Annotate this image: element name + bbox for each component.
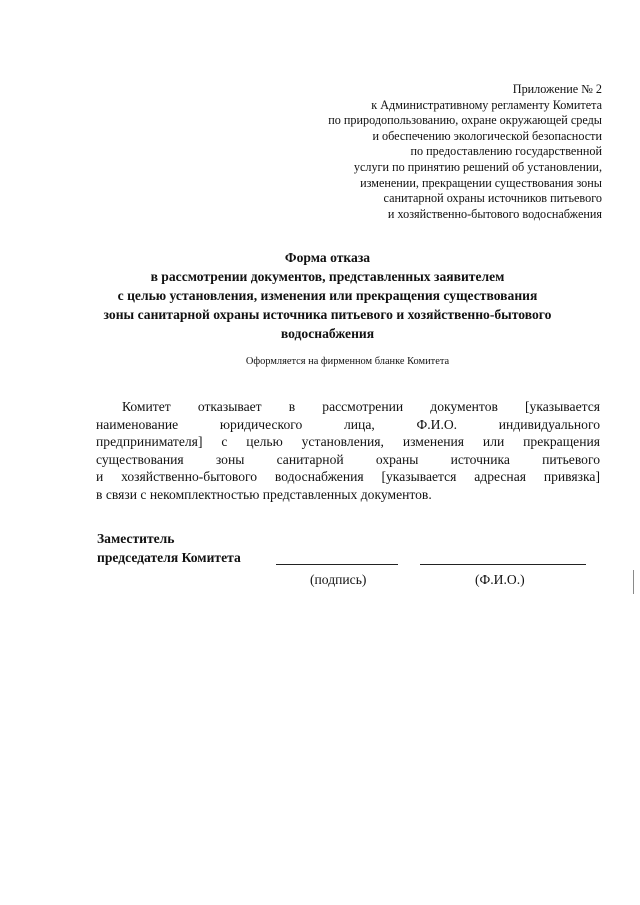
appendix-line: изменении, прекращении существования зоны: [360, 175, 602, 190]
body-line: в связи с некомплектностью представленных документов.: [96, 486, 432, 502]
body-line: предпринимателя] с целью установления, изменения или прекращения: [96, 434, 600, 450]
letterhead-note: Оформляется на фирменном бланке Комитета: [245, 356, 450, 367]
appendix-line: к Административному регламенту Комитета: [371, 97, 602, 112]
signer-title: [97, 529, 241, 567]
name-caption: (Ф.И.О.): [475, 572, 525, 587]
appendix-line: по предоставлению государственной: [410, 144, 602, 159]
document-title: [60, 248, 595, 343]
appendix-line: и обеспечению экологической безопасности: [372, 128, 602, 143]
appendix-header: [282, 82, 602, 222]
title-line: с целью установления, изменения или прекращения существования: [117, 288, 538, 303]
title-line: в рассмотрении документов, представленных заявителем: [150, 269, 505, 284]
appendix-line: санитарной охраны источников питьевого: [383, 191, 602, 206]
signature-caption: (подпись): [310, 572, 367, 587]
appendix-line: услуги по принятию решений об установлении,: [353, 159, 602, 174]
signer-line: председателя Комитета: [97, 550, 241, 565]
body-paragraph: [96, 398, 600, 504]
body-line: наименование юридического лица, Ф.И.О. индивидуального: [96, 416, 600, 432]
name-line: [420, 564, 586, 565]
appendix-line: и хозяйственно-бытового водоснабжения: [387, 206, 602, 221]
body-line: существования зоны санитарной охраны источника питьевого: [96, 451, 600, 467]
title-line: зоны санитарной охраны источника питьевого и хозяйственно-бытового: [103, 307, 552, 322]
signer-line: Заместитель: [97, 531, 175, 546]
title-line: Форма отказа: [284, 250, 371, 265]
body-line: Комитет отказывает в рассмотрении документов [указывается: [122, 399, 600, 414]
body-line: и хозяйственно-бытового водоснабжения [указывается адресная привязка]: [96, 469, 600, 485]
appendix-line: Приложение № 2: [512, 82, 602, 96]
appendix-line: по природопользованию, охране окружающей среды: [328, 113, 602, 128]
scan-edge-mark: [633, 570, 634, 594]
signature-line: [276, 564, 398, 565]
title-line: водоснабжения: [280, 326, 375, 341]
